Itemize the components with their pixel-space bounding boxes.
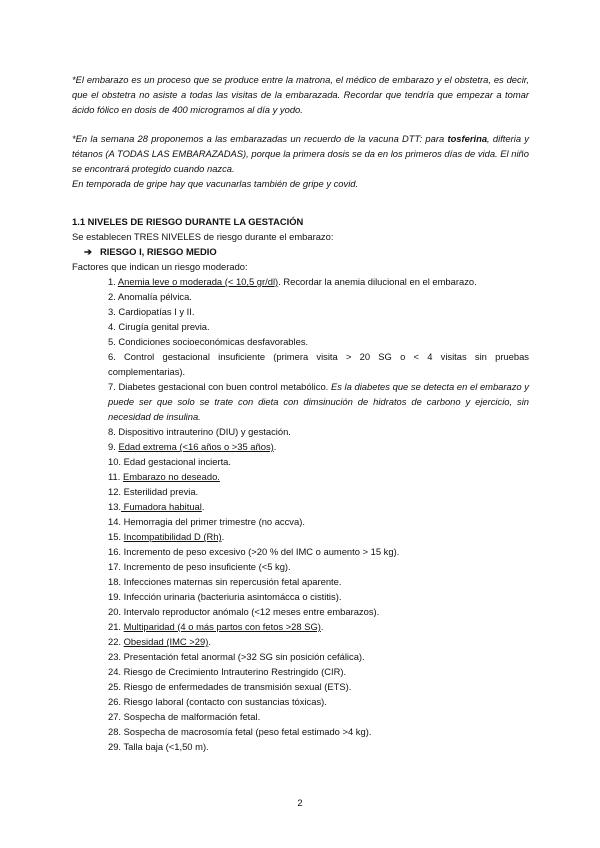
tosferina-emphasis: tosferina [447,133,488,144]
arrow-right-icon: ➔ [84,246,92,257]
list-item: 13. Fumadora habitual. [108,501,205,512]
list-item: 11. Embarazo no deseado. [108,471,220,482]
list-item: 19. Infección urinaria (bacteriuria asintomácca o cistitis). [108,591,342,602]
list-item: 29. Talla baja (<1,50 m). [108,741,209,752]
risk-level-heading: ➔ RIESGO I, RIESGO MEDIO [84,246,217,257]
list-item: 18. Infecciones maternas sin repercusión fetal aparente. [108,576,342,587]
list-item: 22. Obesidad (IMC >29). [108,636,211,647]
intro-paragraph-vacuna: *En la semana 28 proponemos a las embarazadas un recuerdo de la vacuna DTT: para tosferina, difteria y tétanos (A TODAS LAS EMBARAZADAS), porque la primera dosis se da en los primeros días de vida. El niño se encontrará protegido cuando nazca. [72,133,529,174]
list-item: 8. Dispositivo intrauterino (DIU) y gestación. [108,426,291,437]
list-item: 12. Esterilidad previa. [108,486,199,497]
risk-levels-section [72,214,529,754]
list-item: 9. Edad extrema (<16 años o >35 años). [108,441,277,452]
intro-notes [72,72,529,191]
list-item: 17. Incremento de peso insuficiente (<5 kg). [108,561,291,572]
list-item: 20. Intervalo reproductor anómalo (<12 meses entre embarazos). [108,606,380,617]
list-item: 15. Incompatibilidad D (Rh). [108,531,225,542]
list-item: 16. Incremento de peso excesivo (>20 % del IMC o aumento > 15 kg). [108,546,400,557]
intro-paragraph-embarazo: *El embarazo es un proceso que se produce entre la matrona, el médico de embarazo y el obstetra, es decir, que el obstetra no asiste a todas las visitas de la embarazada. Recordar que tendría que empezar a tomar ácido fólico en dosis de 400 microgramos al día y yodo. [72,74,529,115]
list-item: 2. Anomalía pélvica. [108,291,192,302]
list-item: 23. Presentación fetal anormal (>32 SG sin posición cefálica). [108,651,365,662]
section-heading: 1.1 NIVELES DE RIESGO DURANTE LA GESTACIÓN [72,216,304,227]
list-item: 14. Hemorragia del primer trimestre (no accva). [108,516,305,527]
page-number: 2 [297,797,303,808]
list-item: 28. Sospecha de macrosomía fetal (peso fetal estimado >4 kg). [108,726,372,737]
list-item: 21. Multiparidad (4 o más partos con fetos >28 SG). [108,621,324,632]
list-item: 6. Control gestacional insuficiente (primera visita > 20 SG o < 4 visitas sin pruebas complementarias). [108,351,529,377]
list-item: 3. Cardiopatías I y II. [108,306,195,317]
risk-factors-list [72,274,529,754]
factors-intro: Factores que indican un riesgo moderado: [72,261,248,272]
list-item: 7. Diabetes gestacional con buen control metabólico. Es la diabetes que se detecta en el embarazo y puede ser que solo se trate con dieta con dimsinución de hidratos de carbono y ejercicio, sin necesidad de insulina. [108,381,529,422]
intro-paragraph-gripe: En temporada de gripe hay que vacunarlas también de gripe y covid. [72,178,359,189]
list-item: 1. Anemia leve o moderada (< 10,5 gr/dl). Recordar la anemia dilucional en el embarazo. [108,276,477,287]
list-item: 4. Cirugía genital previa. [108,321,210,332]
list-item: 24. Riesgo de Crecimiento Intrauterino Restringido (CIR). [108,666,347,677]
list-item: 27. Sospecha de malformación fetal. [108,711,261,722]
list-item: 5. Condiciones socioeconómicas desfavorables. [108,336,309,347]
list-item: 10. Edad gestacional incierta. [108,456,231,467]
section-intro: Se establecen TRES NIVELES de riesgo durante el embarazo: [72,231,334,242]
list-item: 26. Riesgo laboral (contacto con sustancias tóxicas). [108,696,327,707]
list-item: 25. Riesgo de enfermedades de transmisión sexual (ETS). [108,681,352,692]
